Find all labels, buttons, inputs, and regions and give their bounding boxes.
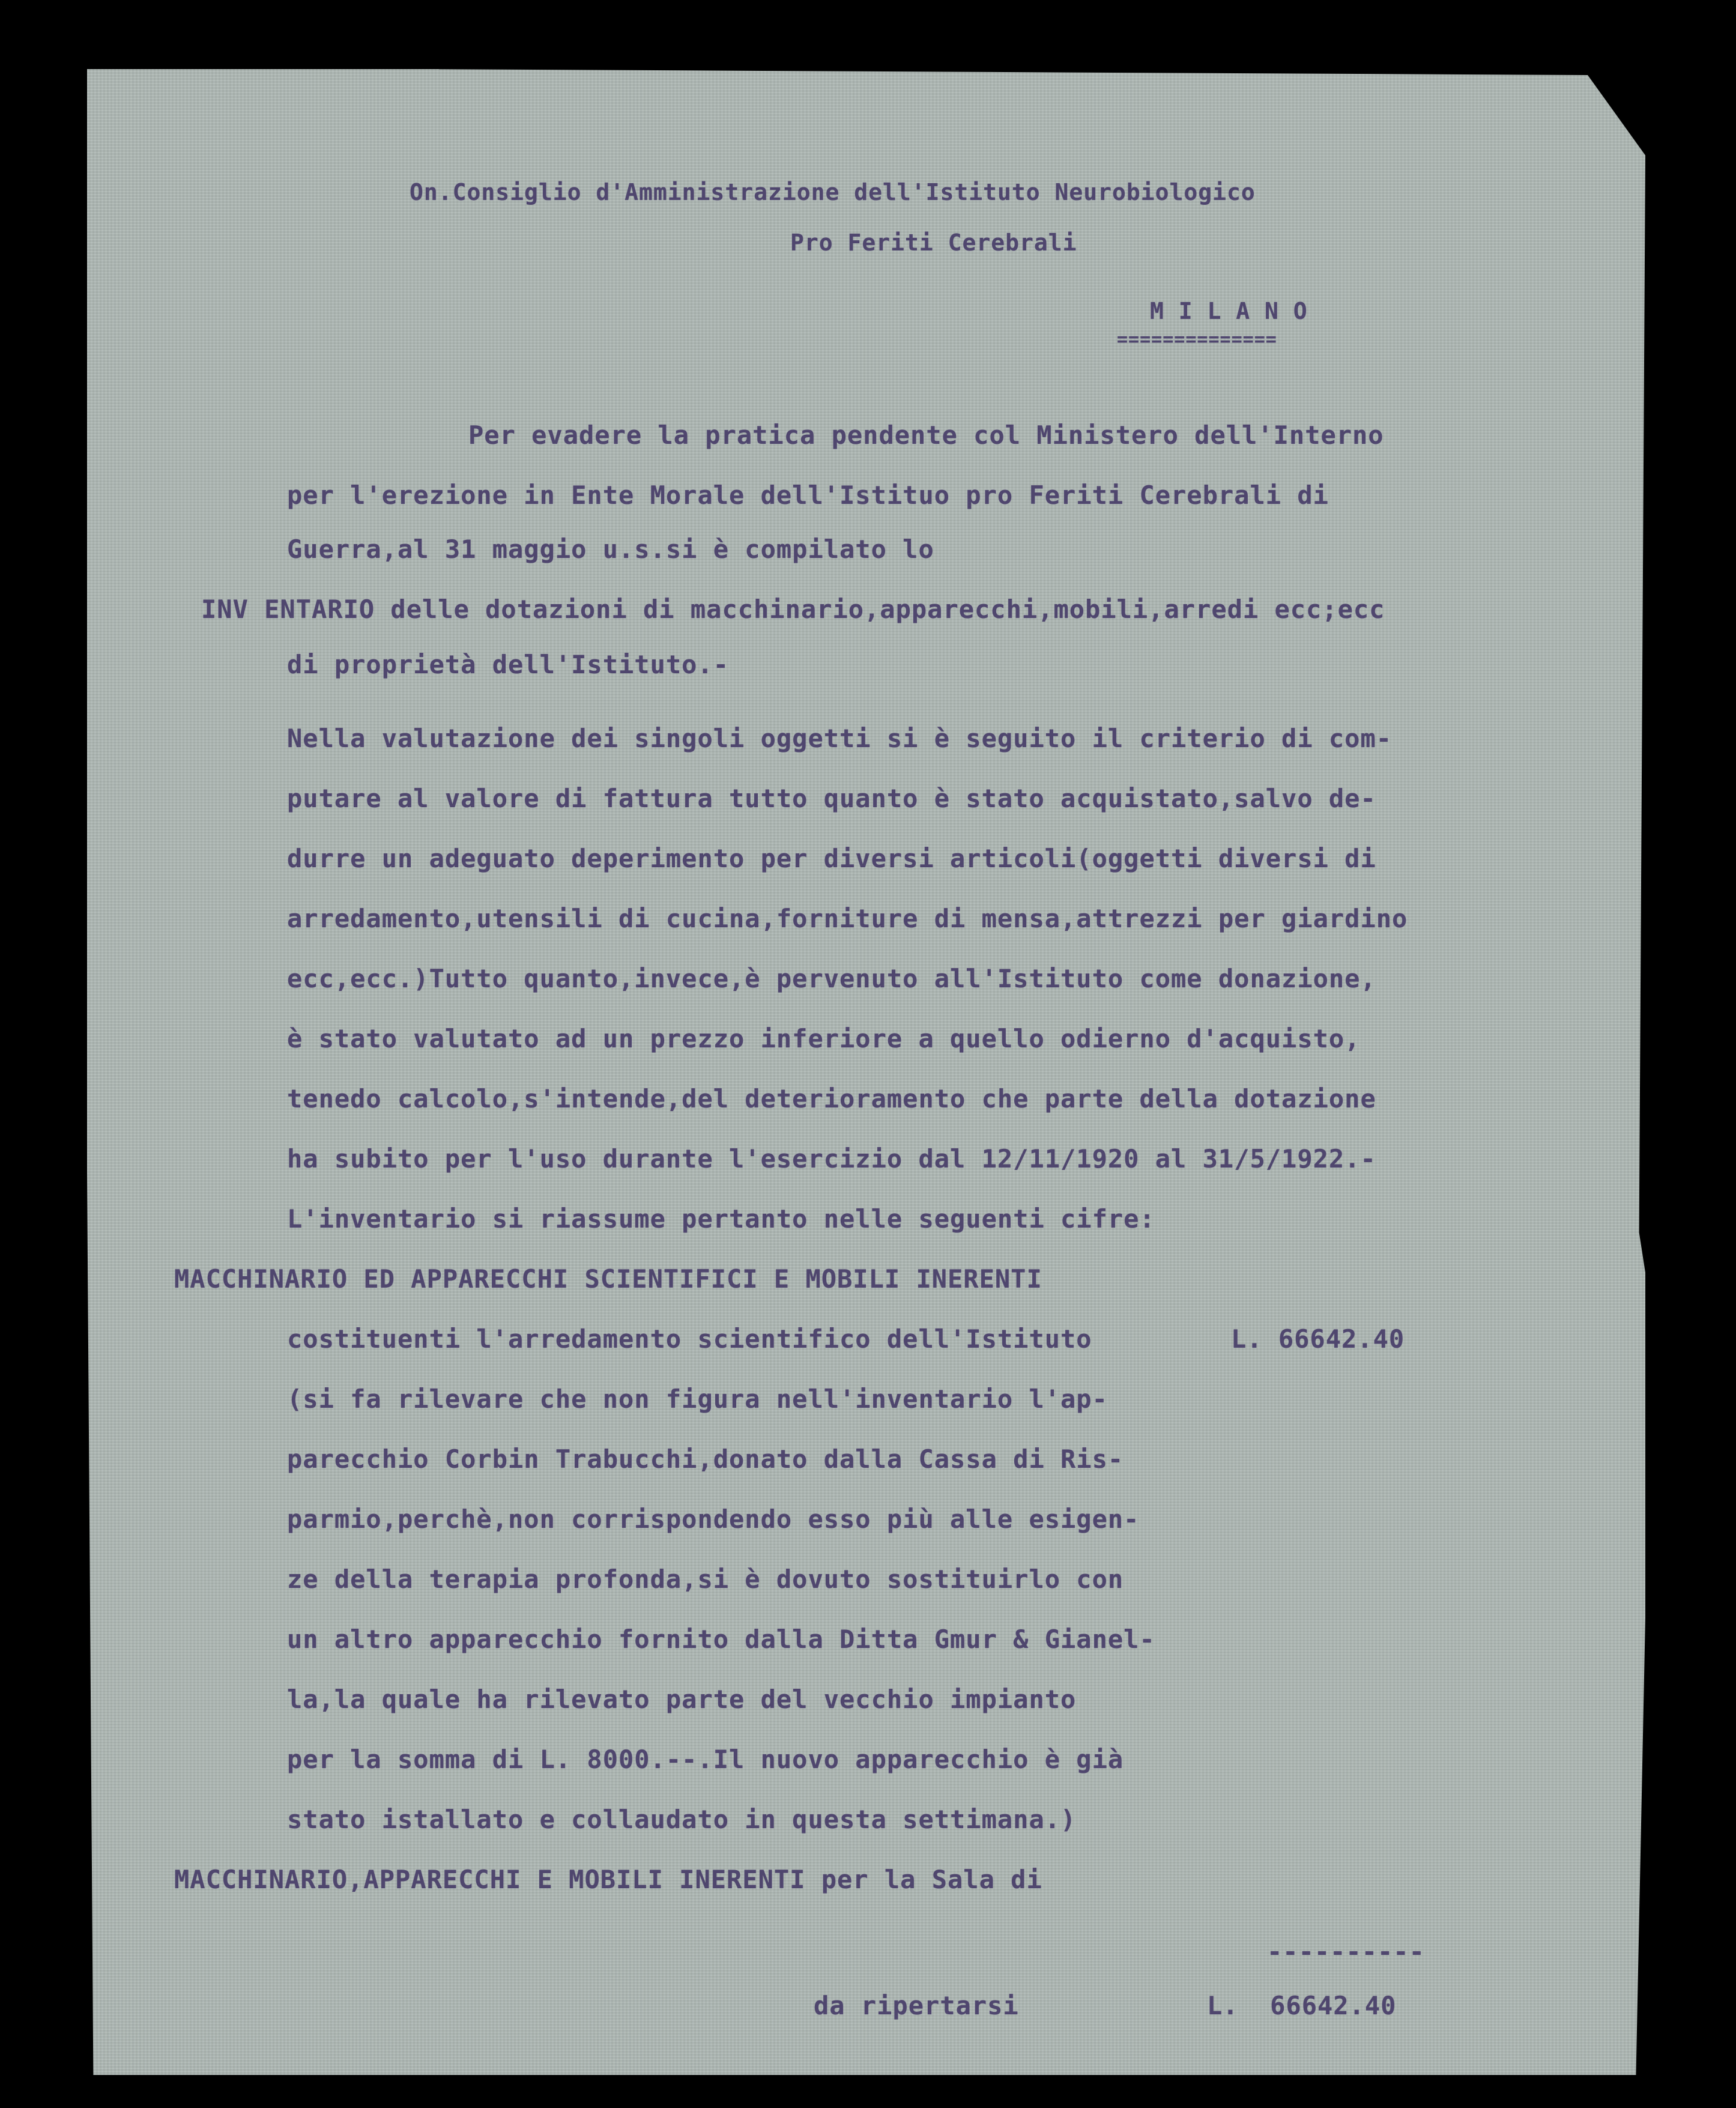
body-line-22: la,la quale ha rilevato parte del vecchio impianto xyxy=(287,1685,1077,1714)
body-line-16: costituenti l'arredamento scientifico dell'Istituto xyxy=(287,1324,1092,1354)
body-line-20: ze della terapia profonda,si è dovuto sostituirlo con xyxy=(287,1564,1124,1594)
body-line-12: tenedo calcolo,s'intende,del deterioramento che parte della dotazione xyxy=(287,1084,1376,1113)
body-amount-1: L. 66642.40 xyxy=(1231,1324,1405,1354)
total-rule: ---------- xyxy=(1267,1937,1425,1966)
footer-label: da ripertarsi xyxy=(814,1991,1019,2020)
body-line-18: parecchio Corbin Trabucchi,donato dalla Cassa di Ris- xyxy=(287,1444,1124,1474)
body-line-6: Nella valutazione dei singoli oggetti si è seguito il criterio di com- xyxy=(287,724,1393,753)
body-line-15: MACCHINARIO ED APPARECCHI SCIENTIFICI E MOBILI INERENTI xyxy=(174,1264,1042,1294)
body-line-17: (si fa rilevare che non figura nell'inventario l'ap- xyxy=(287,1384,1108,1414)
body-line-5: di proprietà dell'Istituto.- xyxy=(287,650,730,679)
footer-amount: L. 66642.40 xyxy=(1207,1991,1397,2020)
body-line-4: INV ENTARIO delle dotazioni di macchinario,apparecchi,mobili,arredi ecc;ecc xyxy=(201,595,1385,624)
body-line-13: ha subito per l'uso durante l'esercizio dal 12/11/1920 al 31/5/1922.- xyxy=(287,1144,1376,1174)
header-city-underline: ============== xyxy=(1117,329,1277,350)
body-line-1: Per evadere la pratica pendente col Ministero dell'Interno xyxy=(468,420,1384,450)
body-line-2: per l'erezione in Ente Morale dell'Istituo pro Feriti Cerebrali di xyxy=(287,480,1329,510)
header-line-1: On.Consiglio d'Amministrazione dell'Istituto Neurobiologico xyxy=(410,179,1256,205)
body-line-23: per la somma di L. 8000.--.Il nuovo apparecchio è già xyxy=(287,1745,1124,1774)
document-sheet xyxy=(87,69,1645,2075)
body-line-7: putare al valore di fattura tutto quanto è stato acquistato,salvo de- xyxy=(287,784,1376,813)
body-line-14: L'inventario si riassume pertanto nelle seguenti cifre: xyxy=(287,1204,1155,1234)
body-line-8: durre un adeguato deperimento per diversi articoli(oggetti diversi di xyxy=(287,844,1376,873)
body-line-25: MACCHINARIO,APPARECCHI E MOBILI INERENTI per la Sala di xyxy=(174,1865,1042,1894)
body-line-11: è stato valutato ad un prezzo inferiore a quello odierno d'acquisto, xyxy=(287,1024,1361,1053)
header-line-2: Pro Feriti Cerebrali xyxy=(790,229,1077,256)
body-line-10: ecc,ecc.)Tutto quanto,invece,è pervenuto all'Istituto come donazione, xyxy=(287,964,1376,993)
body-line-19: parmio,perchè,non corrispondendo esso più alle esigen- xyxy=(287,1504,1140,1534)
body-line-21: un altro apparecchio fornito dalla Ditta Gmur & Gianel- xyxy=(287,1625,1155,1654)
body-line-9: arredamento,utensili di cucina,forniture di mensa,attrezzi per giardino xyxy=(287,904,1408,933)
header-city: M I L A N O xyxy=(1150,298,1308,324)
body-line-3: Guerra,al 31 maggio u.s.si è compilato lo xyxy=(287,535,934,564)
body-line-24: stato istallato e collaudato in questa settimana.) xyxy=(287,1805,1077,1834)
